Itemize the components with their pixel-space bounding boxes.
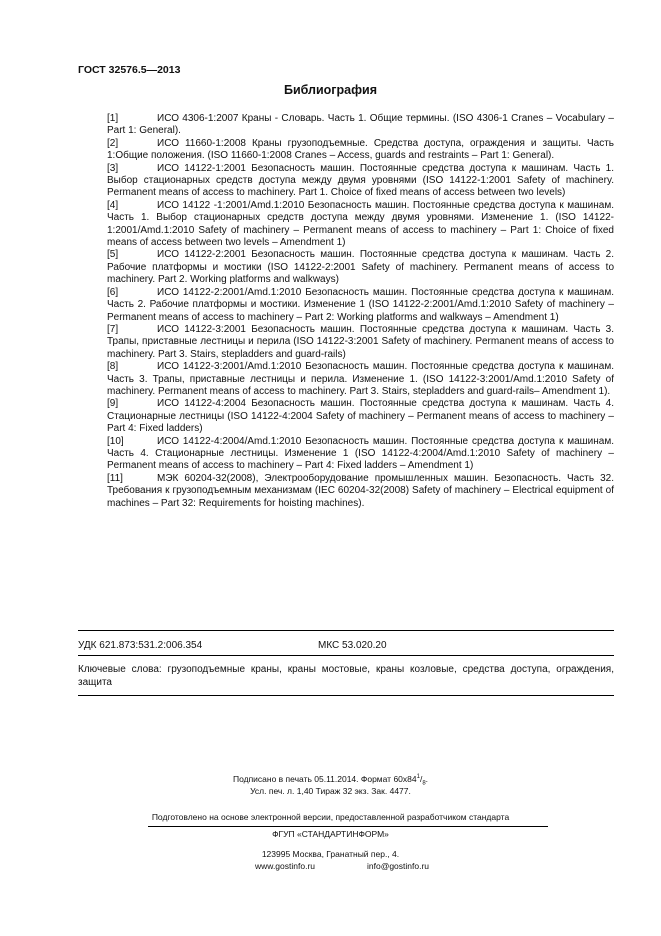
entry-number: [2] bbox=[107, 137, 119, 149]
bibliography-entry bbox=[107, 163, 614, 200]
bottom-divider bbox=[78, 695, 614, 696]
entry-number: [1] bbox=[107, 113, 119, 124]
prepared-line: Подготовлено на основе электронной версии, предоставленной разработчиком стандарта bbox=[151, 812, 510, 822]
entry-number: [11] bbox=[107, 472, 123, 484]
entry-text: ИСО 14122-4:2004 Безопасность машин. Постоянные средства доступа к машинам. Часть 4. Стационарные лестницы (ISO 14122-4:2004 Safety of machinery – Permanent means of access to machinery – Part 4: Fixed ladders) bbox=[107, 398, 614, 435]
signed-text: Подписано в печать 05.11.2014. Формат 60x84 bbox=[232, 774, 417, 784]
bibliography-entry bbox=[107, 200, 614, 250]
publisher-address: 123995 Москва, Гранатный пер., 4. bbox=[261, 849, 400, 859]
sheets-line: Усл. печ. л. 1,40 Тираж 32 экз. Зак. 4477. bbox=[250, 786, 411, 796]
publisher-divider bbox=[148, 826, 548, 827]
entry-number: [9] bbox=[107, 398, 119, 410]
format-numerator: 1 bbox=[416, 774, 420, 781]
bibliography-entry bbox=[107, 249, 614, 286]
standard-number: ГОСТ 32576.5—2013 bbox=[78, 64, 181, 76]
entry-text: ИСО 4306-1:2007 Краны - Словарь. Часть 1. Общие термины. (ISO 4306-1 Cranes – Vocabulary – Part 1: General). bbox=[107, 113, 614, 137]
signed-line: Подписано в печать 05.11.2014. Формат $60x84^1/_8$. bbox=[232, 774, 429, 787]
bibliography-entry bbox=[107, 436, 614, 473]
bibliography-entry bbox=[107, 473, 614, 510]
entry-text: ИСО 11660-1:2008 Краны грузоподъемные. Средства доступа, ограждения и защиты. Часть 1:Общие положения. (ISO 11660-1:2008 Cranes – Access, guards and restraints – Part 1: General). bbox=[107, 137, 614, 162]
entry-number: [6] bbox=[107, 286, 119, 298]
bibliography-list bbox=[107, 113, 614, 510]
udc-code: УДК 621.873:531.2:006.354 bbox=[78, 640, 203, 651]
format-denominator: 8 bbox=[422, 780, 426, 787]
entry-number: [7] bbox=[107, 323, 119, 335]
entry-text: ИСО 14122-2:2001/Amd.1:2010 Безопасность машин. Постоянные средства доступа к машинам. Часть 2. Рабочие платформы и мостики. Изменение 1 (ISO 14122-2:2001/Amd.1:2010 Safety of machinery – Permanent means of access to machinery – Part 2: Working platforms and walkways – Amendment 1) bbox=[107, 286, 614, 323]
entry-number: [3] bbox=[107, 162, 119, 174]
entry-number: [4] bbox=[107, 199, 119, 211]
bibliography-entry bbox=[107, 138, 614, 163]
signed-suffix: . bbox=[425, 774, 429, 784]
bibliography-entry bbox=[107, 287, 614, 324]
entry-number: [8] bbox=[107, 361, 119, 373]
bibliography-entry bbox=[107, 398, 614, 435]
bibliography-entry bbox=[107, 324, 614, 361]
publisher-name: ФГУП «СТАНДАРТИНФОРМ» bbox=[272, 829, 389, 839]
keywords: Ключевые слова: грузоподъемные краны, краны мостовые, краны козловые, средства доступа, ограждения, защита bbox=[78, 664, 614, 688]
entry-text: ИСО 14122-3:2001 Безопасность машин. Постоянные средства доступа к машинам. Часть 3. Трапы, приставные лестницы и перила (ISO 14122-3:2001 Safety of machinery. Permanent means of access to machinery. Part 3. Stairs, stepladders and guard-rails) bbox=[107, 323, 614, 360]
bibliography-entry bbox=[107, 113, 614, 138]
entry-text: ИСО 14122-2:2001 Безопасность машин. Постоянные средства доступа к машинам. Часть 2. Рабочие платформы и мостики (ISO 14122-2:2001 Safety of machinery. Permanent means of access to machinery. Part 2. Working platforms and walkways) bbox=[107, 249, 614, 286]
email-link[interactable]: info@gostinfo.ru bbox=[367, 861, 430, 871]
entry-text: ИСО 14122-3:2001/Amd.1:2010 Безопасность машин. Постоянные средства доступа к машинам. Часть 3. Трапы, приставные лестницы и перила. Изменение 1. (ISO 14122-3:2001/Amd.1:2010 Safety of machinery. Permanent means of access to machinery. Part 3. Stairs, stepladders and guard-rails– Amendment 1). bbox=[107, 361, 614, 397]
entry-text: ИСО 14122-4:2004/Amd.1:2010 Безопасность машин. Постоянные средства доступа к машинам. Часть 4. Стационарные лестницы. Изменение 1 (ISO 14122-4:2004/Amd.1:2010 Safety of machinery – Permanent means of access to machinery – Part 4: Fixed ladders – Amendment 1) bbox=[107, 435, 614, 472]
entry-text: ИСО 14122 -1:2001/Amd.1:2010 Безопасность машин. Постоянные средства доступа к машинам. Часть 1. Выбор стационарных средств доступа между двумя уровнями. Изменение 1. (ISO 14122-1:2001/Amd.1:2010 Safety of machinery – Permanent means of access to machinery – Part 1: Choice of fixed means of access between two levels – Amendment 1) bbox=[107, 199, 614, 249]
bibliography-entry bbox=[107, 361, 614, 398]
middle-divider bbox=[78, 655, 614, 656]
entry-number: [5] bbox=[107, 249, 119, 261]
bibliography-title: Библиография bbox=[283, 83, 378, 97]
entry-text: ИСО 14122-1:2001 Безопасность машин. Постоянные средства доступа к машинам. Часть 1. Выбор стационарных средств доступа между двумя уровнями (ISO 14122-1:2001 Safety of machinery. Permanent means of access to machinery. Part 1. Choice of fixed means of access between two levels) bbox=[107, 162, 614, 199]
website-link[interactable]: www.gostinfo.ru bbox=[255, 861, 315, 871]
mks-code: МКС 53.020.20 bbox=[318, 640, 387, 651]
top-divider bbox=[78, 630, 614, 631]
entry-number: [10] bbox=[107, 435, 124, 447]
entry-text: МЭК 60204-32(2008), Электрооборудование промышленных машин. Безопасность. Часть 32. Требования к грузоподъемным механизмам (IEC 60204-32(2008) Safety of machinery – Electrical equipment of machines – Part 32: Requirements for hoisting machines). bbox=[107, 472, 614, 509]
